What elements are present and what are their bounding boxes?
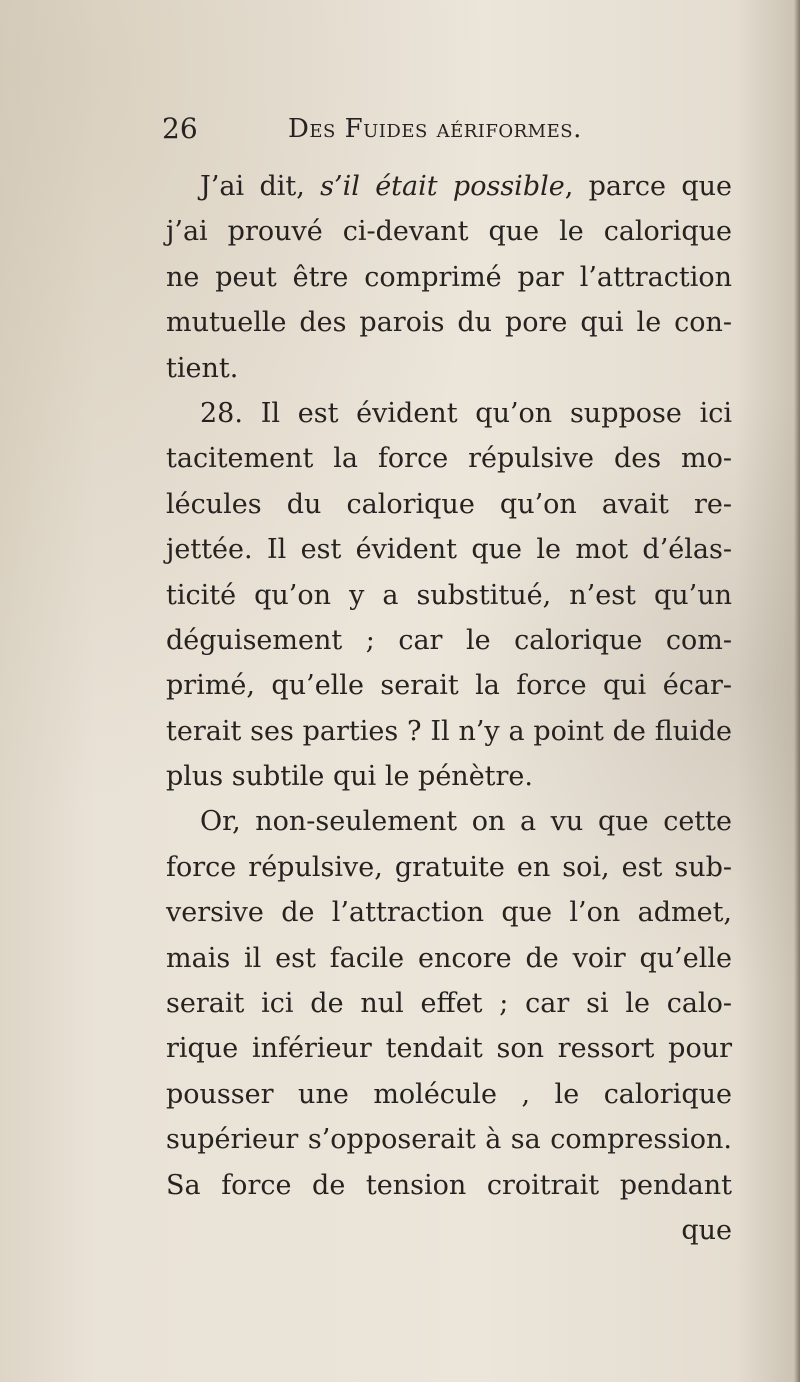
page-edge-shadow bbox=[794, 0, 800, 1382]
catchword: que bbox=[681, 1214, 732, 1246]
text-line: Sa force de tension croitrait pendant bbox=[166, 1169, 732, 1201]
text-line: jettée. Il est évident que le mot d’élas- bbox=[166, 534, 732, 566]
text-line: force répulsive, gratuite en soi, est sub- bbox=[166, 851, 732, 883]
text-line: terait ses parties ? Il n’y a point de fluide bbox=[166, 715, 732, 747]
text-line: pousser une molécule , le calorique bbox=[166, 1078, 732, 1110]
text-line: 28. Il est évident qu’on suppose ici bbox=[200, 397, 732, 429]
running-header bbox=[162, 107, 642, 151]
page-number: 26 bbox=[162, 112, 198, 145]
text-line: mutuelle des parois du pore qui le con- bbox=[166, 307, 732, 339]
text-line: lécules du calorique qu’on avait re- bbox=[166, 488, 732, 520]
text-line: ne peut être comprimé par l’attraction bbox=[166, 261, 732, 293]
text-line: ticité qu’on y a substitué, n’est qu’un bbox=[166, 579, 732, 611]
text-line: tient. bbox=[166, 352, 239, 384]
text-line: supérieur s’opposerait à sa compression. bbox=[166, 1124, 732, 1156]
italic-phrase: s’il était possible bbox=[320, 171, 565, 202]
text-line: j’ai prouvé ci-devant que le calorique bbox=[166, 216, 732, 248]
text-line: mais il est facile encore de voir qu’elle bbox=[166, 942, 732, 974]
text-line: Or, non-seulement on a vu que cette bbox=[200, 806, 732, 838]
text-line: serait ici de nul effet ; car si le calo- bbox=[166, 988, 732, 1020]
running-title: Des Fuides aériformes. bbox=[288, 114, 582, 144]
body-text bbox=[166, 164, 732, 1253]
text-line: rique inférieur tendait son ressort pour bbox=[166, 1033, 732, 1065]
text-line: plus subtile qui le pénètre. bbox=[166, 761, 533, 793]
text-line: J’ai dit, s’il était possible, parce que bbox=[200, 171, 732, 202]
text-line: tacitement la force répulsive des mo- bbox=[166, 443, 732, 475]
text-line: primé, qu’elle serait la force qui écar- bbox=[166, 670, 732, 702]
text-line: déguisement ; car le calorique com- bbox=[166, 624, 732, 656]
text-line: versive de l’attraction que l’on admet, bbox=[166, 897, 732, 929]
